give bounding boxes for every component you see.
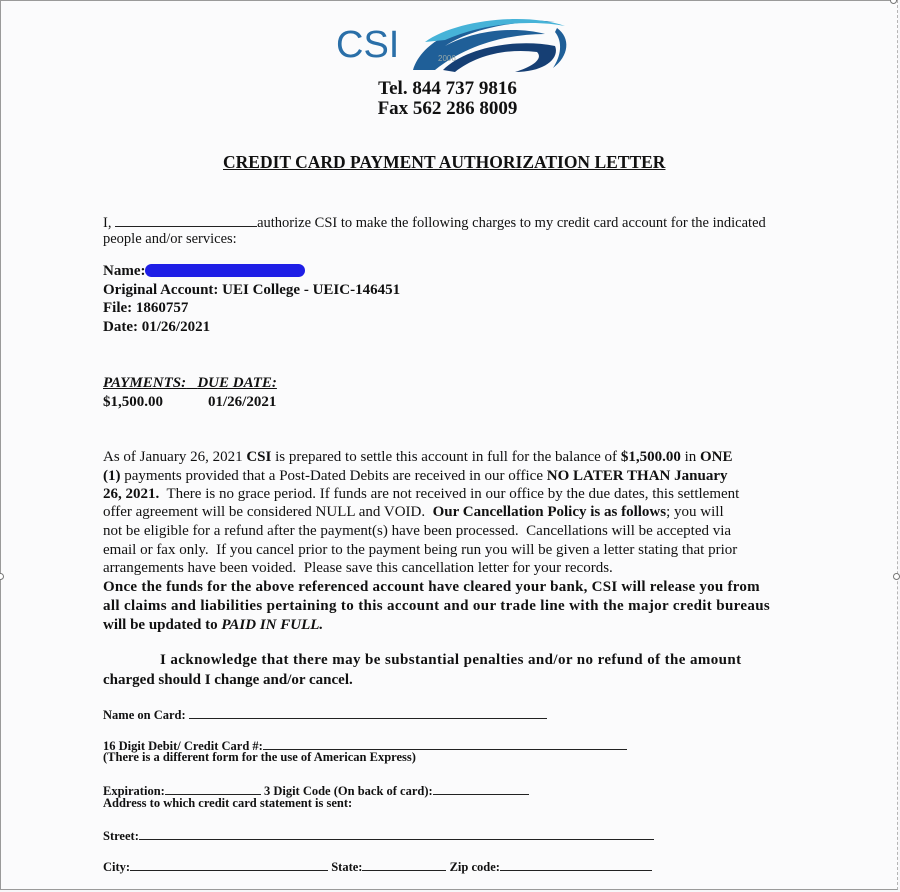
card-number-label: 16 Digit Debit/ Credit Card #: — [103, 739, 263, 753]
city-label: City: — [103, 860, 131, 874]
para-text: ; you will — [666, 504, 724, 520]
para-text: offer agreement will be considered NULL and VOID. — [103, 504, 433, 520]
para-bold: ONE — [699, 449, 733, 465]
para-bold: (1) — [103, 468, 121, 484]
paragraph-line-7: arrangements have been voided. Please save this cancellation letter for your records. — [103, 560, 613, 576]
resize-handle-right[interactable] — [893, 573, 900, 580]
due-date-column-label: DUE DATE: — [197, 375, 277, 391]
street-row — [103, 825, 654, 844]
phone-number: Tel. 844 737 9816 — [378, 78, 517, 99]
name-label: Name: — [103, 263, 146, 279]
para-bold: CSI — [246, 449, 272, 465]
name-on-card-field[interactable] — [189, 704, 547, 719]
state-label: State: — [331, 860, 363, 874]
para-text: in — [680, 449, 700, 465]
cvv-label: 3 Digit Code (On back of card): — [263, 784, 433, 798]
account-date: Date: 01/26/2021 — [103, 319, 211, 335]
zip-label: Zip code: — [449, 860, 500, 874]
paragraph-line-1 — [103, 448, 733, 467]
para-bold: $1,500.00 — [620, 449, 681, 465]
payment-amount: $1,500.00 — [103, 394, 163, 410]
expiration-label: Expiration: — [103, 784, 165, 798]
street-label: Street: — [103, 829, 139, 843]
name-on-card-row — [103, 704, 547, 723]
redacted-name — [145, 264, 305, 277]
acknowledge-line-1: I acknowledge that there may be substantial penalties and/or no refund of the amount — [160, 652, 742, 668]
paragraph-line-4 — [103, 503, 724, 522]
intro-text: authorize CSI to make the following charges to my credit card account for the indicated — [257, 215, 766, 231]
fax-number: Fax 562 286 8009 — [377, 98, 518, 119]
intro-prefix: I, — [103, 215, 112, 231]
release-text: will be updated to — [103, 617, 222, 633]
paragraph-line-6: email or fax only. If you cancel prior to the payment being run you will be given a letter stating that prior — [103, 542, 738, 558]
para-bold: NO LATER THAN January — [546, 468, 728, 484]
card-number-field[interactable] — [263, 735, 627, 750]
acknowledge-line-2: charged should I change and/or cancel. — [103, 672, 353, 688]
logo-year: 2006 — [438, 54, 456, 63]
paragraph-line-5: not be eligible for a refund after the payment(s) have been processed. Cancellations will be accepted via — [103, 523, 732, 539]
state-field[interactable] — [362, 856, 446, 871]
payment-due-date: 01/26/2021 — [208, 394, 277, 410]
file-number: File: 1860757 — [103, 300, 189, 316]
para-bold: Our Cancellation Policy is as follows — [432, 504, 667, 520]
payments-header — [103, 374, 277, 393]
original-account: Original Account: UEI College - UEIC-146451 — [103, 282, 401, 298]
payments-column-label: PAYMENTS: — [103, 375, 187, 391]
name-on-card-label: Name on Card: — [103, 708, 186, 722]
para-text: There is no grace period. If funds are not received in our office by the due dates, this settlement — [159, 486, 740, 502]
zip-field[interactable] — [500, 856, 652, 871]
paragraph-line-3 — [103, 485, 739, 504]
release-line-3 — [103, 616, 323, 635]
para-text: payments provided that a Post-Dated Debits are received in our office — [120, 468, 547, 484]
city-row — [103, 856, 652, 875]
logo-swoosh-icon — [405, 12, 575, 78]
signer-name-blank[interactable] — [115, 212, 257, 227]
intro-line-2: people and/or services: — [103, 231, 237, 247]
para-bold: 26, 2021. — [103, 486, 160, 502]
release-line-2: all claims and liabilities pertaining to this account and our trade line with the major credit bureaus — [103, 598, 771, 614]
paragraph-line-2 — [103, 467, 727, 486]
street-field[interactable] — [139, 825, 654, 840]
para-text: is prepared to settle this account in full for the balance of — [271, 449, 621, 465]
city-field[interactable] — [130, 856, 328, 871]
cvv-field[interactable] — [433, 780, 529, 795]
amex-note: (There is a different form for the use of American Express) — [103, 750, 416, 764]
para-text: As of January 26, 2021 — [103, 449, 247, 465]
release-line-1: Once the funds for the above referenced account have cleared your bank, CSI will release you from — [103, 579, 760, 595]
release-paid-in-full: PAID IN FULL. — [221, 617, 324, 633]
document-title: CREDIT CARD PAYMENT AUTHORIZATION LETTER — [223, 152, 666, 172]
logo-text: CSI — [336, 24, 400, 66]
expiration-field[interactable] — [165, 780, 261, 795]
csi-logo — [335, 12, 565, 78]
address-note: Address to which credit card statement is sent: — [103, 796, 353, 810]
